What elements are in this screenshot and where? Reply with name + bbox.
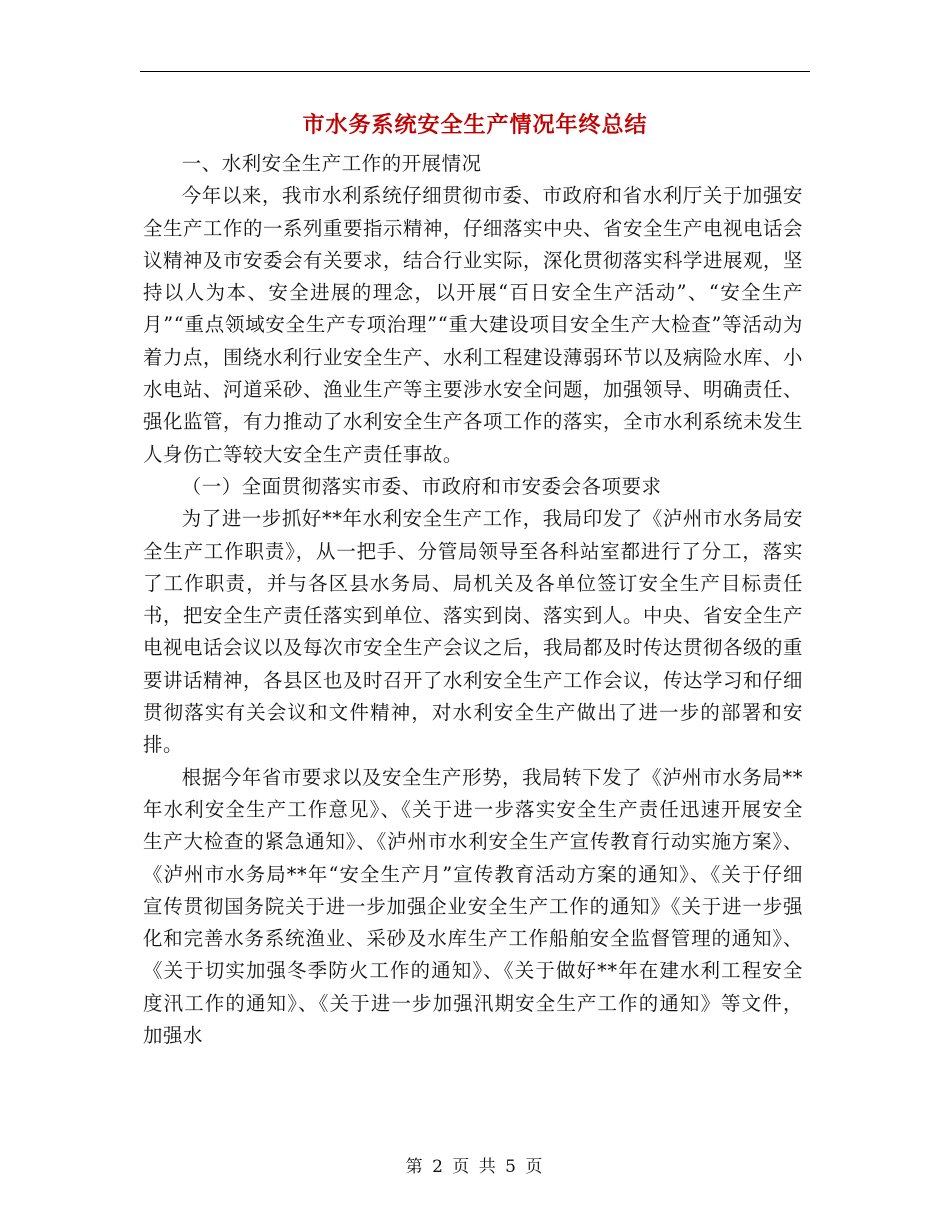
document-body bbox=[143, 148, 803, 1052]
body-paragraph: 为了进一步抓好**年水利安全生产工作，我局印发了《泸州市水务局安全生产工作职责》，从一把手、分管局领导至各科站室都进行了分工，落实了工作职责，并与各区县水务局、局机关及各单位签订安全生产目标责任书，把安全生产责任落实到单位、落实到岗、落实到人。中央、省安全生产电视电话会议以及每次市安全生产会议之后，我局都及时传达贯彻各级的重要讲话精神，各县区也及时召开了水利安全生产工作会议，传达学习和仔细贯彻落实有关会议和文件精神，对水利安全生产做出了进一步的部署和安排。 bbox=[143, 507, 803, 757]
section-heading: 一、水利安全生产工作的开展情况 bbox=[181, 152, 482, 175]
footer-page-number: 2 bbox=[432, 1157, 445, 1177]
footer-suffix: 页 bbox=[525, 1157, 545, 1177]
document-title: 市水务系统安全生产情况年终总结 bbox=[302, 113, 648, 138]
footer-total-pages: 5 bbox=[505, 1157, 518, 1177]
body-paragraph: 今年以来，我市水利系统仔细贯彻市委、市政府和省水利厅关于加强安全生产工作的一系列重要指示精神，仔细落实中央、省安全生产电视电话会议精神及市安委会有关要求，结合行业实际，深化贯彻落实科学进展观，坚持以人为本、安全进展的理念，以开展“百日安全生产活动”、“安全生产月”“重点领域安全生产专项治理”“重大建设项目安全生产大检查”等活动为着力点，围绕水利行业安全生产、水利工程建设薄弱环节以及病险水库、小水电站、河道采砂、渔业生产等主要涉水安全问题，加强领导、明确责任、强化监管，有力推动了水利安全生产各项工作的落实，全市水利系统未发生人身伤亡等较大安全生产责任事故。 bbox=[143, 184, 803, 466]
page-footer bbox=[0, 1156, 950, 1178]
footer-middle: 页 共 bbox=[452, 1157, 498, 1177]
footer-prefix: 第 bbox=[405, 1157, 425, 1177]
header-rule bbox=[140, 71, 810, 72]
subsection-heading: （一）全面贯彻落实市委、市政府和市安委会各项要求 bbox=[181, 474, 662, 498]
body-paragraph: 根据今年省市要求以及安全生产形势，我局转下发了《泸州市水务局**年水利安全生产工作意见》、《关于进一步落实安全生产责任迅速开展安全生产大检查的紧急通知》、《泸州市水利安全生产宣传教育行动实施方案》、《泸州市水务局**年“安全生产月”宣传教育活动方案的通知》、《关于仔细宣传贯彻国务院关于进一步加强企业安全生产工作的通知》《关于进一步强化和完善水务系统渔业、采砂及水库生产工作船舶安全监督管理的通知》、《关于切实加强冬季防火工作的通知》、《关于做好**年在建水利工程安全度汛工作的通知》、《关于进一步加强汛期安全生产工作的通知》等文件，加强水 bbox=[143, 765, 803, 1048]
